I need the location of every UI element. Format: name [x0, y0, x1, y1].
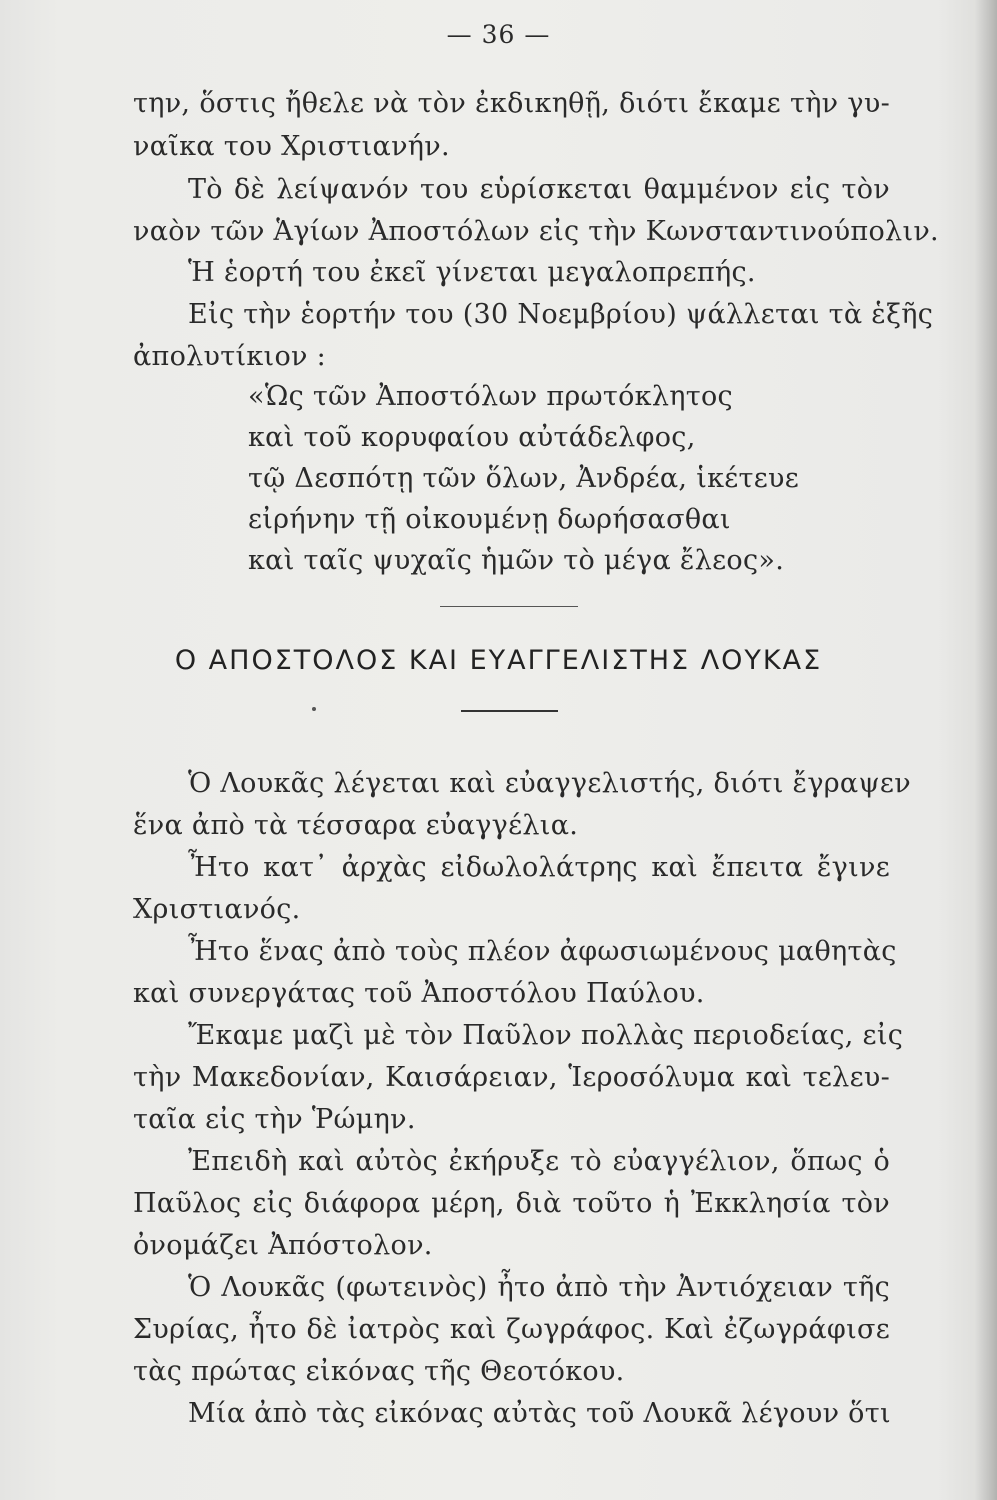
hymn-line: καὶ ταῖς ψυχαῖς ἡμῶν τὸ μέγα ἔλεος».: [248, 545, 785, 576]
text-line: την, ὅστις ἤθελε νὰ τὸν ἐκδικηθῇ, διότι ἔκαμε τὴν γυ-: [133, 88, 890, 119]
text-line: Ἔκαμε μαζὶ μὲ τὸν Παῦλον πολλὰς περιοδείας, εἰς: [188, 1020, 904, 1051]
hymn-line: τῷ Δεσπότῃ τῶν ὅλων, Ἀνδρέα, ἱκέτευε: [248, 463, 800, 494]
text-line: Ἐπειδὴ καὶ αὐτὸς ἐκήρυξε τὸ εὐαγγέλιον, ὅπως ὁ: [188, 1146, 890, 1177]
text-line: Μία ἀπὸ τὰς εἰκόνας αὐτὰς τοῦ Λουκᾶ λέγουν ὅτι: [188, 1398, 891, 1429]
text-line: Εἰς τὴν ἑορτήν του (30 Νοεμβρίου) ψάλλεται τὰ ἑξῆς: [188, 299, 934, 330]
text-line: καὶ συνεργάτας τοῦ Ἀποστόλου Παύλου.: [133, 978, 705, 1009]
text-line: Ἦτο ἕνας ἀπὸ τοὺς πλέον ἀφωσιωμένους μαθητὰς: [188, 936, 897, 967]
text-line: ναῖκα του Χριστιανήν.: [133, 131, 450, 162]
text-line: τὴν Μακεδονίαν, Καισάρειαν, Ἱεροσόλυμα καὶ τελευ-: [133, 1062, 890, 1093]
text-line: Συρίας, ἦτο δὲ ἰατρὸς καὶ ζωγράφος. Καὶ ἐζωγράφισε: [133, 1314, 890, 1345]
text-line: Ὁ Λουκᾶς λέγεται καὶ εὐαγγελιστής, διότι ἔγραψεν: [188, 768, 911, 799]
text-line: Ὁ Λουκᾶς (φωτεινὸς) ἦτο ἀπὸ τὴν Ἀντιόχειαν τῆς: [188, 1272, 890, 1303]
text-line: ναὸν τῶν Ἁγίων Ἀποστόλων εἰς τὴν Κωνσταντινούπολιν.: [133, 216, 939, 247]
section-divider: [440, 606, 578, 607]
text-line: Ἡ ἑορτή του ἐκεῖ γίνεται μεγαλοπρεπής.: [188, 257, 756, 288]
text-line: ἀπολυτίκιον :: [133, 341, 326, 372]
text-line: ἕνα ἀπὸ τὰ τέσσαρα εὐαγγέλια.: [133, 810, 579, 841]
text-line: Τὸ δὲ λείψανόν του εὑρίσκεται θαμμένον εἰς τὸν: [188, 174, 890, 205]
text-line: Χριστιανός.: [133, 894, 301, 925]
heading-underline: [461, 710, 558, 712]
page-number: — 36 —: [446, 20, 551, 49]
hymn-line: εἰρήνην τῇ οἰκουμένῃ δωρήσασθαι: [248, 504, 731, 535]
text-line: ὀνομάζει Ἀπόστολον.: [133, 1230, 433, 1261]
print-speck: [312, 707, 316, 711]
text-line: Ἦτο κατ᾿ ἀρχὰς εἰδωλολάτρης καὶ ἔπειτα ἔγινε: [188, 852, 890, 883]
text-line: ταῖα εἰς τὴν Ῥώμην.: [133, 1104, 416, 1135]
page-edge-shadow: [975, 0, 997, 1500]
hymn-line: «Ὡς τῶν Ἀποστόλων πρωτόκλητος: [248, 381, 733, 412]
text-line: Παῦλος εἰς διάφορα μέρη, διὰ τοῦτο ἡ Ἐκκλησία τὸν: [133, 1188, 890, 1219]
hymn-line: καὶ τοῦ κορυφαίου αὐτάδελφος,: [248, 422, 696, 453]
section-heading: Ο ΑΠΟΣΤΟΛΟΣ ΚΑΙ ΕΥΑΓΓΕΛΙΣΤΗΣ ΛΟΥΚΑΣ: [174, 645, 823, 676]
text-line: τὰς πρώτας εἰκόνας τῆς Θεοτόκου.: [133, 1356, 625, 1387]
